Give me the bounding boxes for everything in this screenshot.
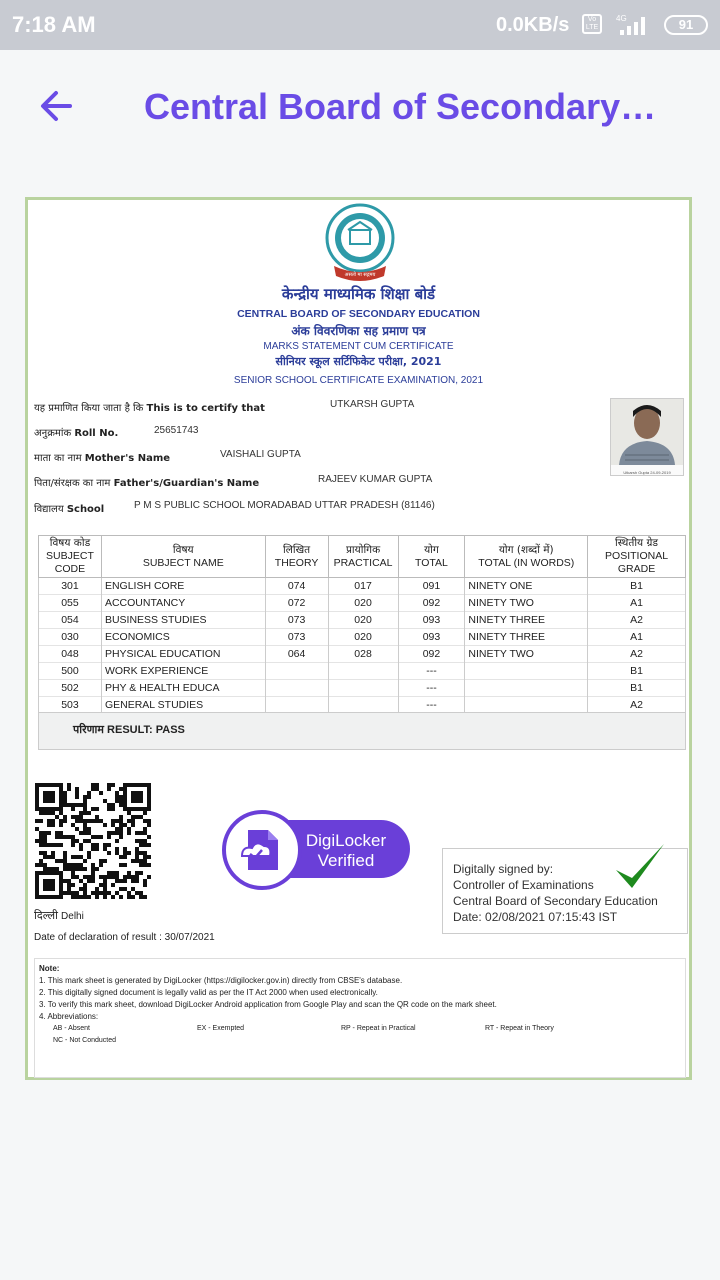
digilocker-verified-badge bbox=[222, 810, 412, 890]
volte-icon: Vo LTE bbox=[582, 14, 602, 34]
note-item: 1. This mark sheet is generated by DigiLocker (https://digilocker.gov.in) directly from CBSE's database. bbox=[39, 976, 403, 985]
emblem-motto: असतो मा सद्गमय bbox=[344, 272, 376, 278]
table-row: 048 PHYSICAL EDUCATION 064 028 092 NINETY TWO A2 bbox=[39, 646, 686, 663]
doc-title-hindi: अंक विवरणिका सह प्रमाण पत्र bbox=[291, 324, 426, 338]
table-header-row bbox=[39, 536, 686, 578]
notes-section bbox=[34, 958, 686, 1078]
cbse-emblem-icon bbox=[324, 202, 396, 284]
status-bar bbox=[0, 0, 720, 50]
signature-line-3: Central Board of Secondary Education bbox=[453, 894, 658, 908]
signal-icon bbox=[612, 14, 654, 36]
verified-checkmark-icon bbox=[612, 840, 668, 896]
notes-title: Note: bbox=[39, 964, 60, 973]
note-item: 3. To verify this mark sheet, download DigiLocker Android application from Google Play and scan the QR code on the mark sheet. bbox=[39, 1000, 497, 1009]
note-item: 4. Abbreviations: bbox=[39, 1012, 99, 1021]
header-theory: लिखित THEORY bbox=[265, 536, 328, 578]
digilocker-line2: Verified bbox=[317, 851, 375, 870]
abbreviations bbox=[39, 1023, 681, 1035]
result-value: PASS bbox=[155, 724, 185, 736]
roll-number: 25651743 bbox=[154, 425, 199, 436]
student-photo bbox=[610, 398, 684, 476]
table-row: 503 GENERAL STUDIES --- A2 bbox=[39, 697, 686, 714]
table-row: 055 ACCOUNTANCY 072 020 092 NINETY TWO A1 bbox=[39, 595, 686, 612]
certify-label-hindi: यह प्रमाणित किया जाता है कि bbox=[34, 403, 144, 414]
signature-line-2: Controller of Examinations bbox=[453, 878, 594, 892]
header-practical: प्रायोगिक PRACTICAL bbox=[328, 536, 398, 578]
marks-table bbox=[38, 535, 686, 713]
table-row: 054 BUSINESS STUDIES 073 020 093 NINETY THREE A2 bbox=[39, 612, 686, 629]
table-row: 502 PHY & HEALTH EDUCA --- B1 bbox=[39, 680, 686, 697]
note-item: 2. This digitally signed document is legally valid as per the IT Act 2000 when used electronically. bbox=[39, 988, 378, 997]
school-label-english: School bbox=[66, 504, 105, 515]
roll-label-hindi: अनुक्रमांक bbox=[34, 428, 72, 439]
board-name-hindi: केन्द्रीय माध्यमिक शिक्षा बोर्ड bbox=[281, 285, 436, 303]
battery-indicator: 91 bbox=[664, 15, 708, 35]
marksheet-document bbox=[25, 197, 692, 1080]
abbreviations-row-2 bbox=[39, 1035, 681, 1047]
abbreviation-item: RT - Repeat in Theory bbox=[485, 1025, 554, 1032]
table-row: 500 WORK EXPERIENCE --- B1 bbox=[39, 663, 686, 680]
table-row: 030 ECONOMICS 073 020 093 NINETY THREE A1 bbox=[39, 629, 686, 646]
abbreviation-item: NC - Not Conducted bbox=[53, 1037, 117, 1044]
roll-label-english: Roll No. bbox=[74, 428, 119, 439]
result-box bbox=[38, 712, 686, 750]
header-total-words: योग (शब्दों में) TOTAL (IN WORDS) bbox=[465, 536, 588, 578]
result-label-hindi: परिणाम bbox=[73, 723, 104, 736]
back-arrow-icon[interactable] bbox=[36, 86, 76, 126]
doc-title-english: MARKS STATEMENT CUM CERTIFICATE bbox=[263, 341, 454, 352]
school-label-hindi: विद्यालय bbox=[34, 504, 64, 515]
page-title: Central Board of Secondary… bbox=[144, 86, 657, 127]
abbreviation-item: EX - Exempted bbox=[197, 1025, 245, 1032]
place-of-issue: दिल्ली Delhi bbox=[34, 909, 84, 922]
father-name: RAJEEV KUMAR GUPTA bbox=[318, 474, 433, 485]
declaration-date: Date of declaration of result : 30/07/2021 bbox=[34, 932, 215, 943]
abbreviation-item: RP - Repeat in Practical bbox=[341, 1025, 416, 1032]
network-type: 4G bbox=[616, 14, 627, 23]
qr-code-icon[interactable] bbox=[32, 780, 154, 902]
digilocker-line1: DigiLocker bbox=[305, 831, 387, 850]
status-time: 7:18 AM bbox=[12, 12, 96, 37]
board-name-english: CENTRAL BOARD OF SECONDARY EDUCATION bbox=[237, 308, 480, 320]
abbreviation-item: AB - Absent bbox=[53, 1025, 90, 1032]
certify-label-english: This is to certify that bbox=[146, 403, 265, 414]
father-label-english: Father's/Guardian's Name bbox=[113, 478, 260, 489]
table-row: 301 ENGLISH CORE 074 017 091 NINETY ONE B1 bbox=[39, 578, 686, 595]
exam-title-english: SENIOR SCHOOL CERTIFICATE EXAMINATION, 2021 bbox=[233, 375, 484, 386]
mother-name: VAISHALI GUPTA bbox=[220, 449, 301, 460]
school-name: P M S PUBLIC SCHOOL MORADABAD UTTAR PRADESH (81146) bbox=[134, 500, 435, 511]
signature-line-4: Date: 02/08/2021 07:15:43 IST bbox=[453, 910, 618, 924]
header-grade: स्थितीय ग्रेड POSITIONAL GRADE bbox=[588, 536, 686, 578]
student-name: UTKARSH GUPTA bbox=[330, 399, 415, 410]
photo-caption: Utkarsh Gupta 24-09-2019 bbox=[623, 470, 671, 475]
exam-title-hindi: सीनियर स्कूल सर्टिफिकेट परीक्षा, 2021 bbox=[275, 355, 442, 368]
mother-label-english: Mother's Name bbox=[84, 453, 171, 464]
header-subject-name: विषय SUBJECT NAME bbox=[101, 536, 265, 578]
student-portrait-icon bbox=[611, 399, 683, 465]
header-total: योग TOTAL bbox=[398, 536, 465, 578]
network-speed: 0.0KB/s bbox=[496, 14, 570, 36]
mother-label-hindi: माता का नाम bbox=[34, 453, 82, 464]
father-label-hindi: पिता/संरक्षक का नाम bbox=[34, 478, 111, 489]
result-label-english: RESULT: bbox=[107, 724, 153, 736]
app-bar bbox=[0, 50, 720, 166]
header-subject-code: विषय कोड SUBJECT CODE bbox=[39, 536, 102, 578]
signature-line-1: Digitally signed by: bbox=[453, 862, 554, 876]
